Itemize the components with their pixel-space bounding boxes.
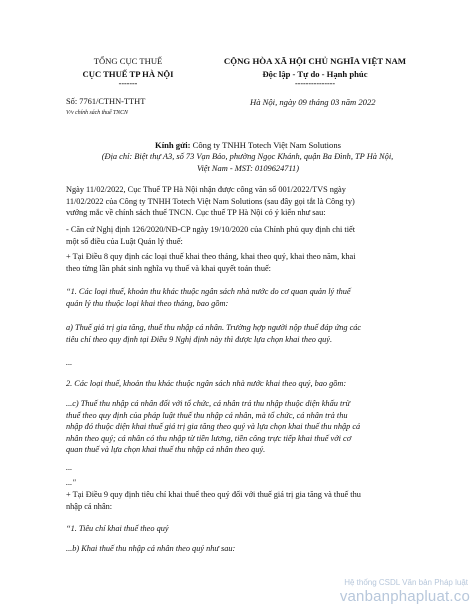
paragraph-intro: Ngày 11/02/2022, Cục Thuế TP Hà Nội nhận được công văn số 001/2022/TVS ngày 11/02/2022 của Công ty TNHH Totech Việt Nam Solutions (sau đây gọi tắt là Công ty) vướng mắc về chính sách thuế TNCN. Cục thuế TP Hà Nội có ý kiến như sau: [66, 185, 355, 218]
agency-parent: TỔNG CỤC THUẾ [93, 56, 163, 66]
recipient-name: Công ty TNHH Totech Việt Nam Solutions [190, 140, 341, 150]
national-motto: Độc lập - Tự do - Hạnh phúc [262, 69, 368, 79]
place-date: Hà Nội, ngày 09 tháng 03 năm 2022 [250, 97, 376, 107]
recipient-address-2: Việt Nam - MST: 0109624711) [196, 164, 300, 173]
quote-vat-pit: a) Thuế giá trị gia tăng, thuế thu nhập cá nhân. Trường hợp người nộp thuế đáp ứng các tiêu chí theo quy định tại Điều 9 Nghị định này thì được lựa chọn khai theo quý. [66, 323, 362, 344]
quote-monthly: “1. Các loại thuế, khoản thu khác thuộc ngân sách nhà nước do cơ quan quản lý thuế quản lý thu thuộc loại khai theo tháng, bao gồm: [66, 287, 351, 308]
paragraph-legal-basis: - Căn cứ Nghị định 126/2020/NĐ-CP ngày 19/10/2020 của Chính phủ quy định chi tiết một số điều của Luật Quản lý thuế: [66, 225, 356, 246]
recipient-label: Kính gửi: [155, 140, 191, 150]
paragraph-article-9: + Tại Điều 9 quy định tiêu chí khai thuế theo quý đối với thuế giá trị gia tăng và thuế thu nhập cá nhân: [66, 490, 361, 511]
watermark-line2: vanbanphapluat.co [339, 588, 470, 605]
document-subject: V/v chính sách thuế TNCN [66, 110, 128, 116]
national-title: CỘNG HÒA XÃ HỘI CHỦ NGHĨA VIỆT NAM [223, 56, 407, 66]
quote-ellipsis-3: ..." [66, 478, 76, 487]
quote-criteria: “1. Tiêu chí khai thuế theo quý [66, 524, 169, 533]
quote-ellipsis-1: ... [66, 358, 73, 367]
recipient-line [58, 140, 438, 150]
recipient-address-1: (Địa chỉ: Biệt thự A3, số 73 Vạn Bảo, phường Ngọc Khánh, quận Ba Đình, TP Hà Nội, [101, 152, 394, 161]
document-number: Số: 7761/CTHN-TTHT [66, 97, 146, 106]
quote-pit-quarterly: ...c) Thuế thu nhập cá nhân đối với tổ chức, cá nhân trả thu nhập thuộc diện khấu trừ thuế theo quy định của pháp luật thuế thu nhập cá nhân, mà tổ chức, cá nhân trả thu nhập đó thuộc diện khai thuế giá trị gia tăng theo quý và lựa chọn khai thuế thu nhập cá nhân theo quý; cá nhân có thu nhập từ tiền lương, tiền công trực tiếp khai thuế với cơ quan thuế và lựa chọn khai thuế thu nhập cá nhân theo quý. [66, 399, 361, 455]
watermark-line1: Hệ thống CSDL Văn bản Pháp luật [344, 578, 468, 587]
agency-name: CỤC THUẾ TP HÀ NỘI [82, 69, 174, 79]
quote-pit-quarter-decl: ...b) Khai thuế thu nhập cá nhân theo quý như sau: [66, 544, 236, 553]
paragraph-article-8: + Tại Điều 8 quy định các loại thuế khai theo tháng, khai theo quý, khai theo năm, khai theo từng lần phát sinh nghĩa vụ thuế và khai quyết toán thuế: [66, 252, 356, 273]
motto-divider: --------------- [295, 79, 335, 88]
quote-ellipsis-2: ... [66, 463, 73, 472]
quote-quarterly: 2. Các loại thuế, khoản thu khác thuộc ngân sách nhà nước khai theo quý, bao gồm: [66, 379, 347, 388]
agency-divider: ------- [118, 79, 138, 88]
